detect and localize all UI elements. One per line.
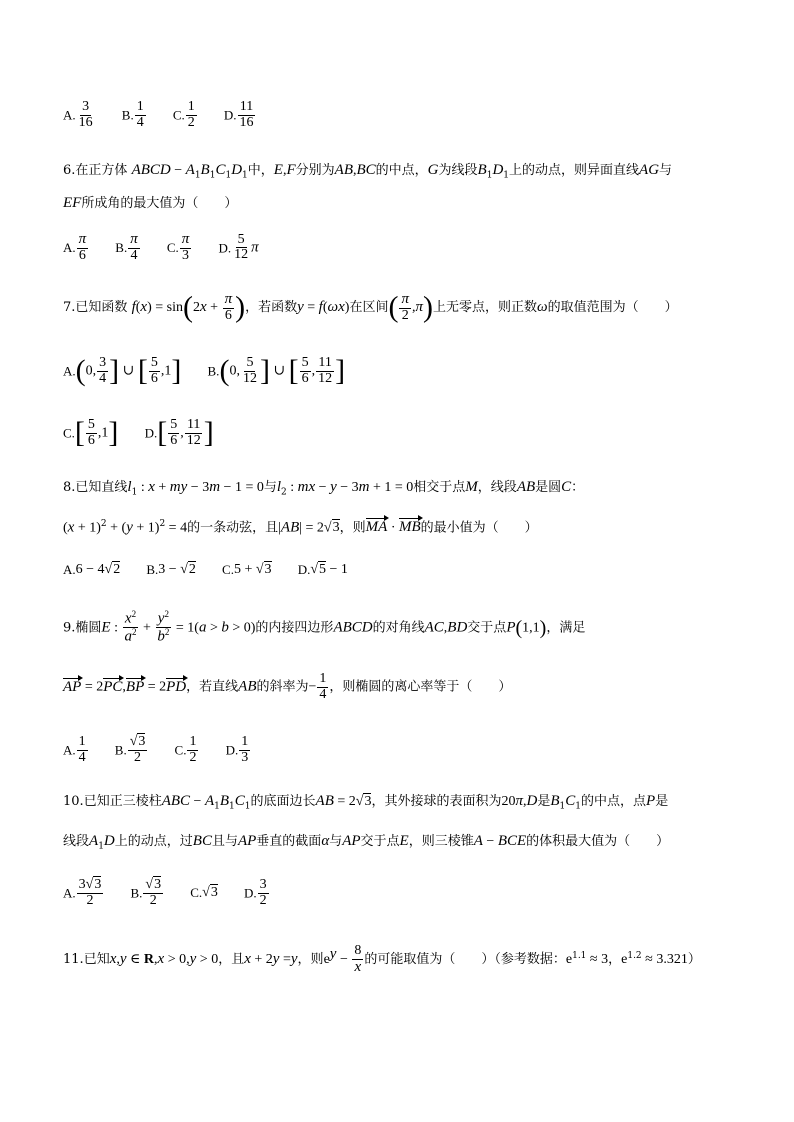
q10-stem-line1: 10.已知正三棱柱ABC − $A_1B_1C_1$的底面边长AB = 2√3，其外接球的表面积为20π,D是$B_1C_1$的中点，点P是: [63, 793, 669, 812]
q9-option-d: D. $\frac{1}{3}$: [225, 734, 249, 765]
q7-option-c: C.[ $\frac{5}{6}$ ,1]: [63, 416, 119, 450]
q10-option-d: D. $\frac{3}{2}$: [243, 877, 267, 908]
q10-option-b: B. $\frac{√3}{2}$: [130, 877, 162, 908]
q7-option-b: B.(0, $\frac{5}{12}$ ] ∪ [ $\frac{5}{6}$ , $\frac{11}{12}$ ]: [207, 354, 346, 388]
q9-options: [63, 735, 273, 765]
q5-option-a: A. $\frac{3}{16}$: [63, 99, 93, 130]
q8-stem-line1: 8.已知直线$l_1$ : x + my − 3m − 1 = 0与$l_2$ : mx − y − 3m + 1 = 0相交于点M，线段AB是圆C：: [63, 479, 585, 498]
q7-options-cd: [63, 418, 236, 448]
q5-option-c: C. $\frac{1}{2}$: [172, 99, 195, 130]
q8-options: [63, 563, 370, 577]
q10-stem-line2: 线段$A_1D$上的动点，过BC且与AP垂直的截面α与AP交于点E，则三棱锥A − BCE的体积最大值为（ ）: [63, 833, 670, 852]
q6-option-d: D. $\frac{5}{12}$ π: [218, 231, 259, 263]
q9-option-c: C. $\frac{1}{2}$: [174, 734, 197, 765]
q8-stem-line2: $(x + 1)^2 + (y + 1)^2 = 4$的一条动弦，且|AB| = 2√3，则MA · MB的最小值为（ ）: [63, 519, 538, 536]
q7-option-d: D.[ $\frac{5}{6}$ , $\frac{11}{12}$ ]: [144, 416, 214, 450]
q5-options: [63, 100, 279, 130]
q6-stem-line2: EF所成角的最大值为（ ）: [63, 195, 238, 211]
q10-option-a: A. $\frac{3√3}{2}$: [63, 877, 102, 908]
q8-option-b: B.3 − √2: [146, 562, 196, 577]
q6-option-c: C. $\frac{\pi}{3}$: [166, 231, 190, 263]
q8-option-a: A.6 − 4√2: [63, 562, 121, 577]
q5-option-b: B. $\frac{1}{4}$: [121, 99, 144, 130]
q7-option-a: A.(0, $\frac{3}{4}$ ] ∪ [ $\frac{5}{6}$ ,1]: [63, 354, 182, 388]
q10-option-c: C.√3: [190, 885, 218, 901]
q11-stem: 11.已知x,y ∈ R,x > 0,y > 0，且x + 2y =y，则$e^y$ − $\frac{8}{x}$ 的可能取值为（ ）（参考数据：$e^{1.1} \approx 3$，$e^{1.2} \approx 3.321$）: [63, 943, 701, 975]
q10-options: [63, 878, 292, 908]
q6-option-a: A. $\frac{\pi}{6}$: [63, 231, 87, 263]
q5-option-d: D. $\frac{11}{16}$: [223, 99, 254, 130]
q9-stem-line2: AP = 2PC,BP = 2PD，若直线AB的斜率为− $\frac{1}{4}$ ，则椭圆的离心率等于（ ）: [63, 671, 512, 702]
q9-option-b: B. $\frac{√3}{2}$: [114, 734, 146, 765]
q9-option-a: A. $\frac{1}{4}$: [63, 734, 86, 765]
q9-stem-line1: 9.椭圆E : $\frac{x^2}{a^2}$ + $\frac{y^2}{b^2}$ = 1(a > b > 0)的内接四边形ABCD的对角线AC,BD交于点P(1,1)，满足: [63, 609, 586, 646]
q6-stem-line1: 6.在正方体 ABCD − $A_1B_1C_1D_1$中，E,F分别为AB,BC的中点，G为线段$B_1D_1$上的动点，则异面直线AG与: [63, 162, 673, 181]
q7-stem: 7.已知函数 f(x) = sin(2x + $\frac{\pi}{6}$ )，若函数y = f(ωx)在区间( $\frac{\pi}{2}$ ,π)上无零点，则正数ω的取值范围为（ ）: [63, 290, 678, 324]
q8-option-d: D.√5 − 1: [297, 562, 348, 577]
q7-options-ab: [63, 356, 367, 386]
q6-options: [63, 232, 281, 263]
q6-option-b: B. $\frac{\pi}{4}$: [115, 231, 138, 263]
q8-option-c: C.5 + √3: [222, 562, 272, 577]
